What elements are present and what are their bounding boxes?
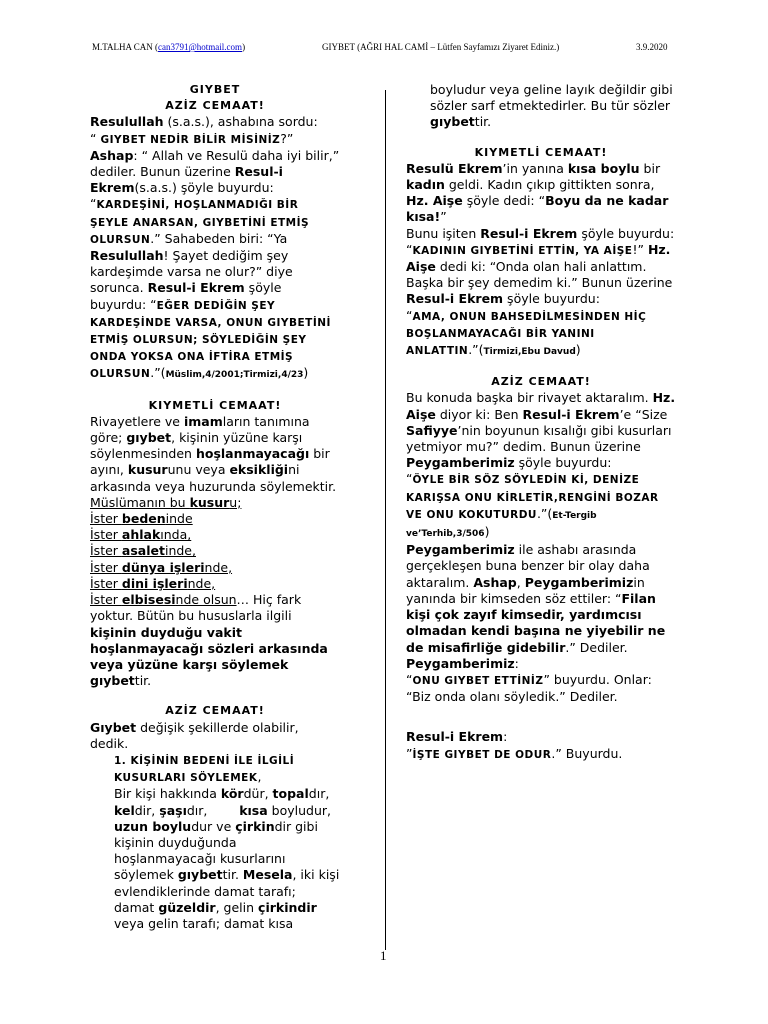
header-date: 3.9.2020 <box>636 42 668 52</box>
section-heading: KIYMETLİ CEMAAT! <box>148 398 282 412</box>
paragraph: Resulü Ekrem’in yanına kısa boylu bir kadın geldi. Kadın çıkıp gittikten sonra, Hz. Aişe şöyle dedi: “Boyu da ne kadar kısa!” Bunu işiten Resul-i Ekrem şöyle buyurdu: “KADININ GIYBETİNİ ETTİN, YA AİŞE!” Hz. Aişe dedi ki: “Onda olan hali anlattım. Başka bir şey demedim ki.” Bunun üzerine Resul-i Ekrem şöyle buyurdu: “AMA, ONUN BAHSEDİLMESİNDEN HİÇ BOŞLANMAYACAĞI BİR YANINI ANLATTIN.”(Tirmizi,Ebu Davud) <box>406 160 675 358</box>
numbered-item: 1. KİŞİNİN BEDENİ İLE İLGİLİ KUSURLARI SÖYLEMEK, <box>114 754 295 785</box>
list-item: İster dini işlerinde, <box>90 575 216 591</box>
section-heading: AZİZ CEMAAT! <box>165 99 265 113</box>
email-link[interactable]: can3791@hotmail.com <box>158 42 243 52</box>
list-item: İster bedeninde <box>90 511 193 527</box>
paragraph: Gıybet değişik şekillerde olabilir, dedik. <box>90 719 299 751</box>
left-column <box>90 82 340 932</box>
page-header <box>0 42 768 56</box>
section-heading: AZİZ CEMAAT! <box>165 704 265 718</box>
list-item: İster ahlakında, <box>90 527 192 543</box>
paragraph: Rivayetlere ve imamların tanımına göre; gıybet, kişinin yüzüne karşı söylenmesinden hoşlanmayacağı bir ayını, kusurunu veya eksikliğini arkasında veya huzurunda söylemektir. Müslümanın bu kusuru; <box>90 413 337 510</box>
header-author <box>92 42 245 52</box>
section-heading: KIYMETLİ CEMAAT! <box>474 145 608 159</box>
paragraph: boyludur veya geline layık değildir gibi sözler sarf etmektedirler. Bu tür sözler gıybettir. <box>430 82 673 130</box>
list-item: İster dünya işlerinde, <box>90 559 233 575</box>
right-column <box>406 82 676 763</box>
column-divider <box>385 90 386 950</box>
paragraph: Resulullah (s.a.s.), ashabına sordu: “ GIYBET NEDİR BİLİR MİSİNİZ?” Ashap: “ Allah ve Resulü daha iyi bilir,” dediler. Bunun üzerine Resul-i Ekrem(s.a.s.) şöyle buyurdu: “KARDEŞİNİ, HOŞLANMADIĞI BİR ŞEYLE ANARSAN, GIYBETİNİ ETMİŞ OLURSUN.” Sahabeden biri: “Ya Resulullah! Şayet dediğim şey kardeşimde varsa ne olur?” diye sorunca. Resul-i Ekrem şöyle buyurdu: “EĞER DEDİĞİN ŞEY KARDEŞİNDE VARSA, ONUN GIYBETİNİ ETMİŞ OLURSUN; SÖYLEDİĞİN ŞEY ONDA YOKSA ONA İFTİRA ETMİŞ OLURSUN.”(Müslim,4/2001;Tirmizi,4/23) <box>90 114 340 381</box>
page-number: 1 <box>380 948 387 963</box>
author-close: ) <box>242 42 246 52</box>
paragraph: Bir kişi hakkında kördür, topaldır, keldir, şaşıdır, kısa boyludur, uzun boyludur ve çirkindir gibi kişinin duyduğunda hoşlanmayacağı kusurlarını söylemek gıybettir. Mesela, iki kişi evlendiklerinde damat tarafı; damat güzeldir, gelin çirkindir veya gelin tarafı; damat kısa <box>114 786 340 931</box>
header-title: GIYBET (AĞRI HAL CAMİ – Lütfen Sayfamızı Ziyaret Ediniz.) <box>322 42 560 52</box>
paragraph: Bu konuda başka bir rivayet aktaralım. Hz. Aişe diyor ki: Ben Resul-i Ekrem’e “Size Safiyye’nin boyunun kısalığı gibi kusurları yetmiyor mu?” dedim. Bunun üzerine Peygamberimiz şöyle buyurdu: “ÖYLE BİR SÖZ SÖYLEDİN Kİ, DENİZE KARIŞSA ONU KİRLETİR,RENGİNİ BOZAR VE ONU KOKUTURDU.”(Et-Tergib ve’Terhib,3/506) Peygamberimiz ile ashabı arasında gerçekleşen buna benzer bir olay daha aktaralım. Ashap, Peygamberimizin yanında bir kimseden söz ettiler: “Filan kişi çok zayıf kimsedir, yardımcısı olmadan kendi başına ne yiyebilir ne de misafirliğe gidebilir.” Dediler. Peygamberimiz: “ONU GIYBET ETTİNİZ” buyurdu. Onlar: “Biz onda olanı söyledik.” Dediler. <box>406 390 676 705</box>
paragraph: İster elbisesinde olsun… Hiç fark yoktur. Bütün bu hususlarla ilgili kişinin duyduğu vakit hoşlanmayacağı sözleri arkasında veya yüzüne karşı söylemek gıybettir. <box>90 592 328 689</box>
author-text: M.TALHA CAN ( <box>92 42 159 52</box>
paragraph: Resul-i Ekrem: ”İŞTE GIYBET DE ODUR.” Buyurdu. <box>406 729 623 761</box>
section-heading: AZİZ CEMAAT! <box>491 375 591 389</box>
document-title: GIYBET <box>189 83 241 96</box>
list-item: İster asaletinde, <box>90 543 196 559</box>
